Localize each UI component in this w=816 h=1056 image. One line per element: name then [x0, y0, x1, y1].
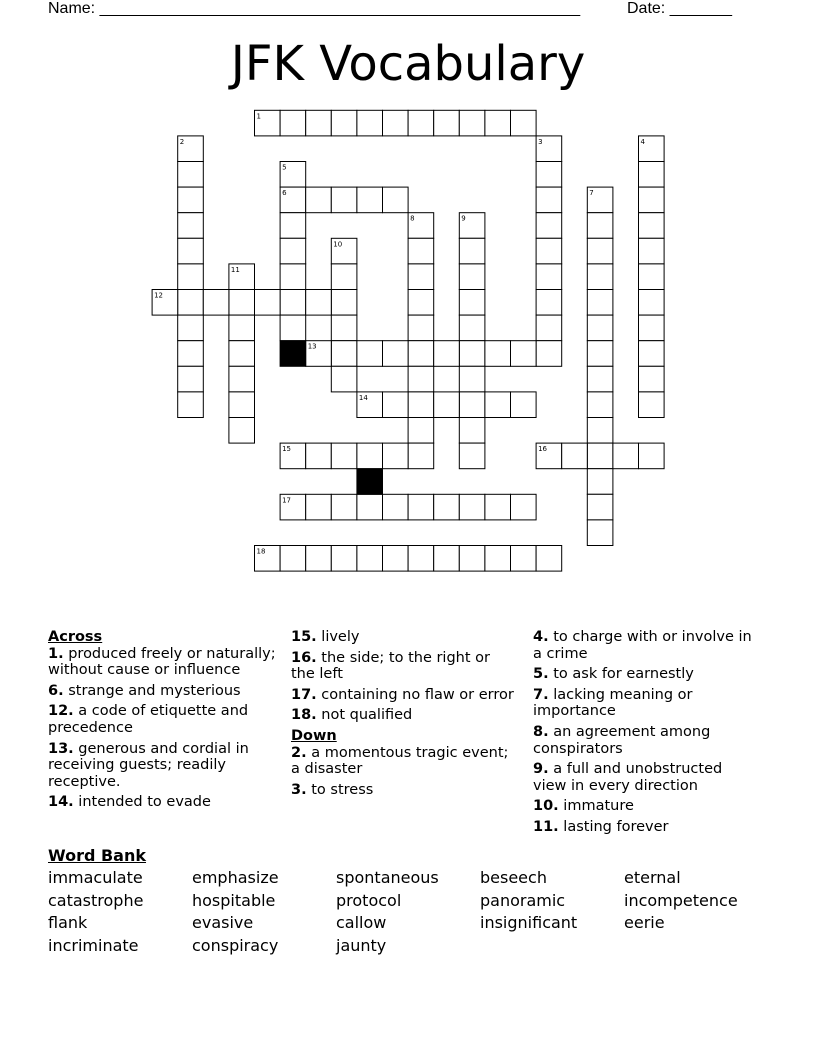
crossword-cell[interactable]	[357, 187, 383, 213]
word-bank-item: insignificant	[480, 913, 578, 933]
crossword-cell[interactable]	[485, 546, 511, 572]
word-bank-item: conspiracy	[192, 935, 279, 955]
crossword-cell[interactable]	[639, 341, 665, 367]
crossword-cell[interactable]	[331, 290, 357, 316]
crossword-cell[interactable]	[511, 546, 537, 572]
crossword-cell[interactable]	[459, 341, 485, 367]
clue-number: 11.	[533, 818, 559, 835]
crossword-cell[interactable]	[408, 290, 434, 316]
crossword-cell[interactable]	[434, 110, 460, 136]
clue	[48, 794, 276, 811]
crossword-cell[interactable]	[459, 494, 485, 520]
word-bank-item: panoramic	[480, 890, 566, 910]
crossword-cell[interactable]	[459, 443, 485, 469]
crossword-cell[interactable]	[178, 213, 204, 239]
crossword-cell[interactable]	[178, 162, 204, 188]
crossword-cell[interactable]	[229, 392, 255, 418]
clue-number: 15.	[291, 629, 317, 645]
clue-number: 16.	[291, 649, 317, 666]
crossword-cell[interactable]	[280, 264, 306, 290]
crossword-cell[interactable]	[383, 341, 409, 367]
clue-text: lacking meaning or importance	[533, 686, 693, 720]
crossword-cell[interactable]	[459, 110, 485, 136]
clue-text: a full and unobstructed view in every direction	[533, 761, 723, 794]
crossword-cell[interactable]	[178, 264, 204, 290]
crossword-cell[interactable]	[639, 187, 665, 213]
clue	[533, 687, 759, 720]
clue-text: to ask for earnestly	[548, 666, 694, 683]
crossword-cell[interactable]	[408, 546, 434, 572]
clue-number: 18	[256, 547, 266, 556]
crossword-cell[interactable]	[178, 392, 204, 418]
crossword-cell[interactable]	[255, 290, 281, 316]
crossword-cell[interactable]	[357, 110, 383, 136]
clue	[291, 745, 517, 778]
clue	[533, 724, 759, 757]
crossword-cell[interactable]	[357, 341, 383, 367]
word-bank-item: eternal	[624, 868, 681, 887]
crossword-cell[interactable]	[587, 315, 613, 341]
crossword-cell[interactable]	[280, 315, 306, 341]
word-bank-item: jaunty	[336, 935, 387, 955]
clue-text: to charge with or involve in a crime	[533, 629, 752, 662]
clue	[533, 798, 759, 815]
clue-text: not qualified	[316, 707, 413, 724]
crossword-cell[interactable]	[587, 418, 613, 444]
crossword-cell[interactable]	[536, 238, 562, 264]
clue	[533, 761, 759, 794]
crossword-cell[interactable]	[639, 238, 665, 264]
crossword-cell[interactable]	[536, 290, 562, 316]
crossword-cell[interactable]	[459, 264, 485, 290]
crossword-cell[interactable]	[229, 366, 255, 392]
crossword-cell[interactable]	[331, 187, 357, 213]
crossword-cell[interactable]	[587, 494, 613, 520]
clue-number: 8	[410, 214, 415, 223]
clue-number: 4.	[533, 629, 549, 645]
crossword-cell[interactable]	[178, 238, 204, 264]
crossword-cell[interactable]	[639, 264, 665, 290]
clue-text: produced freely or naturally; without cause or influence	[48, 645, 276, 679]
date-field-label: Date: _______	[627, 0, 732, 17]
crossword-cell[interactable]	[613, 443, 639, 469]
clues-column-3	[533, 629, 759, 840]
clue	[533, 819, 759, 836]
crossword-cell[interactable]	[587, 366, 613, 392]
clue-text: strange and mysterious	[63, 682, 241, 699]
crossword-cell[interactable]	[639, 162, 665, 188]
crossword-cell[interactable]	[357, 546, 383, 572]
clue	[48, 646, 276, 679]
crossword-cell[interactable]	[536, 341, 562, 367]
word-bank-item: flank	[48, 913, 88, 933]
clue-number: 13.	[48, 740, 74, 757]
clue-number: 7	[589, 189, 594, 198]
clue-text: a momentous tragic event; a disaster	[291, 744, 509, 778]
crossword-cell[interactable]	[408, 238, 434, 264]
clue-number: 3.	[291, 781, 307, 798]
crossword-cell[interactable]	[639, 315, 665, 341]
clue-number: 9.	[533, 761, 549, 778]
crossword-cell[interactable]	[229, 341, 255, 367]
crossword-cell[interactable]	[178, 187, 204, 213]
clue-number: 3	[538, 137, 543, 146]
crossword-cell[interactable]	[280, 238, 306, 264]
crossword-cell[interactable]	[280, 213, 306, 239]
crossword-cell[interactable]	[434, 341, 460, 367]
clue-number: 2.	[291, 744, 307, 761]
clue-number: 12	[154, 291, 164, 300]
crossword-cell[interactable]	[408, 494, 434, 520]
crossword-cell[interactable]	[536, 162, 562, 188]
page-title: JFK Vocabulary	[230, 36, 586, 92]
crossword-cell[interactable]	[408, 418, 434, 444]
crossword-cell[interactable]	[408, 315, 434, 341]
crossword-cell[interactable]	[383, 494, 409, 520]
crossword-cell[interactable]	[536, 546, 562, 572]
crossword-cell[interactable]	[408, 110, 434, 136]
clue-number: 17	[282, 496, 292, 505]
crossword-cell[interactable]	[511, 494, 537, 520]
crossword-cell[interactable]	[485, 110, 511, 136]
crossword-cell[interactable]	[178, 315, 204, 341]
word-bank-item: eerie	[624, 913, 665, 933]
clue-number: 18.	[291, 707, 317, 724]
crossword-cell[interactable]	[408, 366, 434, 392]
word-bank-item: immaculate	[48, 868, 143, 887]
clue-number: 6	[282, 189, 287, 198]
crossword-cell[interactable]	[331, 341, 357, 367]
clue	[48, 703, 276, 736]
clue-text: containing no flaw or error	[316, 686, 514, 703]
crossword-cell[interactable]	[229, 315, 255, 341]
crossword-cell[interactable]	[562, 443, 588, 469]
down-heading: Down	[291, 727, 337, 744]
word-bank-item: beseech	[480, 868, 547, 887]
black-square	[280, 341, 306, 367]
crossword-cell[interactable]	[511, 341, 537, 367]
word-bank-item: emphasize	[192, 868, 279, 887]
clue-number: 5.	[533, 666, 549, 683]
clue	[48, 741, 276, 791]
across-heading: Across	[48, 629, 103, 645]
clues-column-1	[48, 629, 276, 815]
clue	[291, 782, 517, 799]
crossword-cell[interactable]	[280, 546, 306, 572]
black-square	[357, 469, 383, 495]
clue-number: 12.	[48, 703, 74, 720]
clue-text: a code of etiquette and precedence	[48, 703, 249, 736]
crossword-cell[interactable]	[229, 290, 255, 316]
crossword-cell[interactable]	[639, 290, 665, 316]
crossword-cell[interactable]	[587, 290, 613, 316]
crossword-cell[interactable]	[331, 546, 357, 572]
crossword-cell[interactable]	[434, 546, 460, 572]
clue-number: 13	[307, 342, 317, 351]
crossword-cell[interactable]	[280, 110, 306, 136]
crossword-cell[interactable]	[383, 392, 409, 418]
clue	[533, 666, 759, 683]
crossword-cell[interactable]	[511, 392, 537, 418]
name-field-label: Name: ______________________________________________________	[48, 0, 581, 17]
word-bank-item: hospitable	[192, 890, 276, 910]
clue-number: 10.	[533, 798, 559, 815]
clue	[48, 683, 276, 700]
word-bank-item: incompetence	[624, 890, 738, 910]
word-bank-title: Word Bank	[48, 846, 147, 865]
crossword-cell[interactable]	[485, 494, 511, 520]
crossword-cell[interactable]	[459, 238, 485, 264]
crossword-cell[interactable]	[408, 341, 434, 367]
crossword-cell[interactable]	[229, 418, 255, 444]
crossword-cell[interactable]	[459, 546, 485, 572]
word-bank-item: protocol	[336, 890, 402, 910]
crossword-cell[interactable]	[511, 110, 537, 136]
clue	[291, 629, 517, 646]
clue	[533, 629, 759, 662]
crossword-cell[interactable]	[306, 494, 332, 520]
crossword-cell[interactable]	[587, 238, 613, 264]
crossword-cell[interactable]	[459, 315, 485, 341]
clue-number: 16	[538, 445, 548, 454]
crossword-cell[interactable]	[408, 392, 434, 418]
crossword-cell[interactable]	[459, 392, 485, 418]
crossword-cell[interactable]	[331, 443, 357, 469]
crossword-cell[interactable]	[434, 494, 460, 520]
crossword-cell[interactable]	[536, 264, 562, 290]
clues-column-2	[291, 629, 517, 802]
clue-text: lively	[316, 629, 360, 645]
crossword-cell[interactable]	[485, 341, 511, 367]
word-bank-item: incriminate	[48, 935, 139, 955]
crossword-cell[interactable]	[434, 392, 460, 418]
crossword-cell[interactable]	[383, 110, 409, 136]
clue-number: 10	[333, 240, 343, 249]
clue-number: 5	[282, 163, 287, 172]
crossword-cell[interactable]	[331, 315, 357, 341]
crossword-cell[interactable]	[306, 546, 332, 572]
clue-number: 2	[179, 137, 185, 146]
crossword-cell[interactable]	[459, 290, 485, 316]
crossword-cell[interactable]	[306, 443, 332, 469]
crossword-cell[interactable]	[587, 264, 613, 290]
crossword-cell[interactable]	[587, 469, 613, 495]
crossword-cell[interactable]	[408, 443, 434, 469]
crossword-cell[interactable]	[536, 187, 562, 213]
clue	[291, 687, 517, 704]
crossword-cell[interactable]	[383, 443, 409, 469]
crossword-cell[interactable]	[331, 366, 357, 392]
crossword-cell[interactable]	[587, 213, 613, 239]
crossword-cell[interactable]	[306, 290, 332, 316]
clue	[291, 650, 517, 683]
crossword-cell[interactable]	[178, 341, 204, 367]
clue-number: 14	[358, 393, 368, 402]
word-bank-item: spontaneous	[336, 868, 439, 887]
crossword-cell[interactable]	[587, 443, 613, 469]
crossword-cell[interactable]	[408, 264, 434, 290]
clue-number: 15	[282, 445, 292, 454]
crossword-cell[interactable]	[536, 315, 562, 341]
crossword-cell[interactable]	[459, 366, 485, 392]
clue-number: 17.	[291, 686, 317, 703]
clue-number: 7.	[533, 686, 549, 703]
crossword-cell[interactable]	[587, 520, 613, 546]
clue-number: 6.	[48, 682, 64, 699]
crossword-cell[interactable]	[178, 366, 204, 392]
crossword-cell[interactable]	[306, 110, 332, 136]
clue-number: 1.	[48, 645, 64, 662]
crossword-cell[interactable]	[639, 392, 665, 418]
clue-text: immature	[558, 798, 634, 815]
clue-number: 8.	[533, 723, 549, 740]
word-bank-item: evasive	[192, 913, 254, 933]
clue-text: lasting forever	[558, 818, 669, 835]
crossword-cell[interactable]	[639, 443, 665, 469]
clue-text: intended to evade	[73, 794, 211, 811]
clue	[291, 707, 517, 724]
crossword-cell[interactable]	[536, 213, 562, 239]
clue-number: 4	[640, 137, 645, 146]
clue-number: 14.	[48, 794, 74, 811]
crossword-cell[interactable]	[331, 494, 357, 520]
crossword-cell[interactable]	[357, 443, 383, 469]
crossword-cell[interactable]	[357, 494, 383, 520]
crossword-cell[interactable]	[587, 392, 613, 418]
crossword-cell[interactable]	[331, 110, 357, 136]
crossword-cell[interactable]	[331, 264, 357, 290]
crossword-cell[interactable]	[639, 366, 665, 392]
clue-text: an agreement among conspirators	[533, 723, 711, 757]
crossword-cell[interactable]	[459, 418, 485, 444]
crossword-cell[interactable]	[383, 187, 409, 213]
crossword-cell[interactable]	[639, 213, 665, 239]
clue-text: the side; to the right or the left	[291, 649, 490, 683]
clue-text: to stress	[306, 781, 374, 798]
word-bank-item: callow	[336, 913, 387, 933]
crossword-cell[interactable]	[306, 187, 332, 213]
word-bank-item: catastrophe	[48, 890, 144, 910]
crossword-cell[interactable]	[178, 290, 204, 316]
crossword-cell[interactable]	[587, 341, 613, 367]
crossword-cell[interactable]	[203, 290, 229, 316]
clue-number: 9	[461, 214, 466, 223]
crossword-cell[interactable]	[280, 290, 306, 316]
clue-text: generous and cordial in receiving guests; readily receptive.	[48, 740, 249, 790]
crossword-cell[interactable]	[383, 546, 409, 572]
clue-number: 11	[230, 265, 240, 274]
crossword-cell[interactable]	[485, 392, 511, 418]
clue-number: 1	[256, 112, 261, 121]
